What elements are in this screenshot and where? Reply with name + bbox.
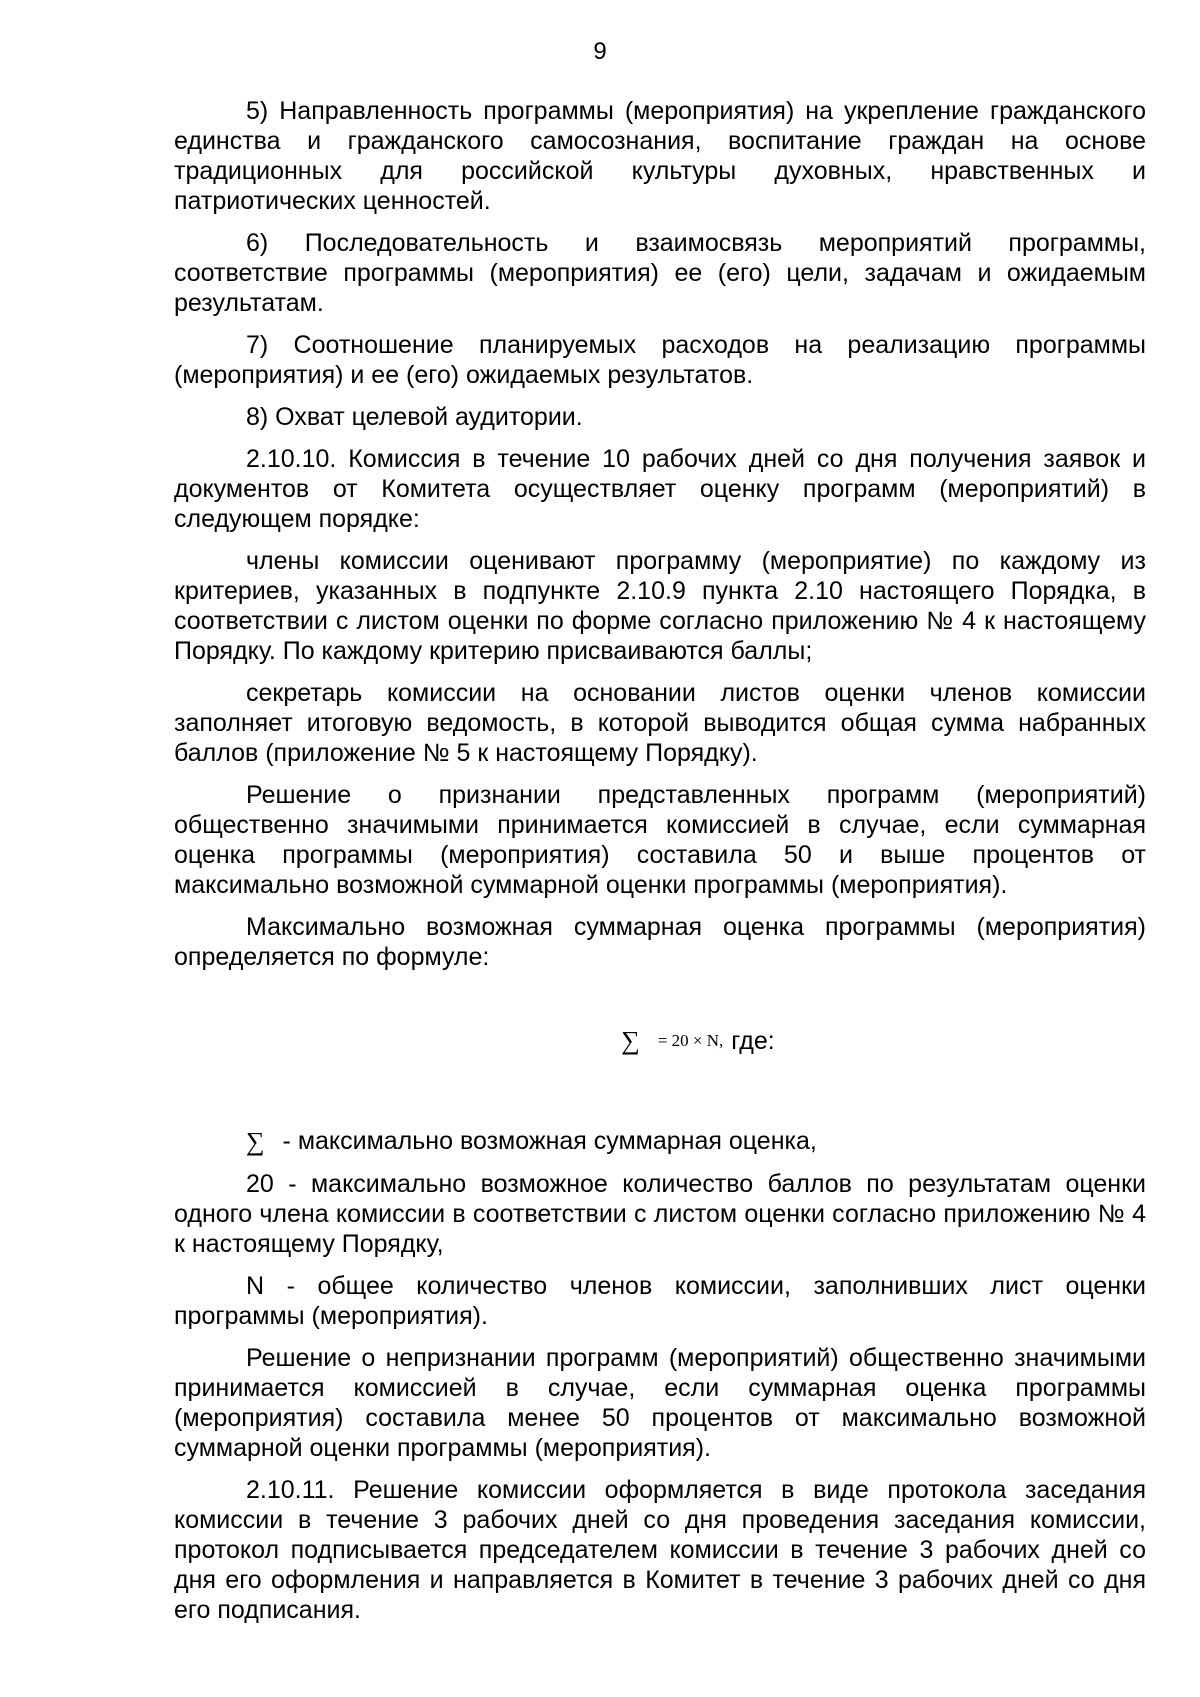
page-number: 9 xyxy=(593,38,607,65)
paragraph-recognition-decision: Решение о признании представленных программ (мероприятий) общественно значимыми принимается комиссией в случае, если суммарная оценка программы (мероприятия) составила 50 и выше процентов от максимально возможной суммарной оценки программы (мероприятия). xyxy=(174,781,1146,899)
paragraph-members-evaluate: члены комиссии оценивают программу (мероприятие) по каждому из критериев, указанных в подпункте 2.10.9 пункта 2.10 настоящего Порядка, в соответствии с листом оценки по форме согласно приложению № 4 к настоящему Порядку. По каждому критерию присваиваются баллы; xyxy=(174,547,1146,665)
formula-where: где: xyxy=(731,1026,775,1055)
sigma-symbol: ∑ xyxy=(246,1127,265,1157)
sigma-definition-text: - максимально возможная суммарная оценка, xyxy=(282,1127,817,1155)
paragraph-2-10-11: 2.10.11. Решение комиссии оформляется в виде протокола заседания комиссии в течение 3 рабочих дней со дня проведения заседания комиссии, протокол подписывается председателем комиссии в течение 3 рабочих дней со дня его оформления и направляется в Комитет в течение 3 рабочих дней со дня его подписания. xyxy=(174,1476,1146,1625)
paragraph-criterion-6: 6) Последовательность и взаимосвязь мероприятий программы, соответствие программы (мероприятия) ее (его) цели, задачам и ожидаемым результатам. xyxy=(174,229,1146,317)
document-body xyxy=(174,96,1146,1637)
paragraph-non-recognition-decision: Решение о непризнании программ (мероприятий) общественно значимыми принимается комиссией в случае, если суммарная оценка программы (мероприятия) составила менее 50 процентов от максимально возможной суммарной оценки программы (мероприятия). xyxy=(174,1344,1146,1463)
paragraph-criterion-5: 5) Направленность программы (мероприятия) на укрепление гражданского единства и гражданского самосознания, воспитание граждан на основе традиционных для российской культуры духовных, нравственных и патриотических ценностей. xyxy=(174,97,1146,215)
formula xyxy=(174,1026,1146,1074)
paragraph-max-score-intro: Максимально возможная суммарная оценка программы (мероприятия) определяется по формуле: xyxy=(174,913,1146,971)
paragraph-n-definition: N - общее количество членов комиссии, заполнивших лист оценки программы (мероприятия). xyxy=(174,1272,1146,1331)
paragraph-criterion-7: 7) Соотношение планируемых расходов на реализацию программы (мероприятия) и ее (его) ожидаемых результатов. xyxy=(174,331,1146,389)
paragraph-criterion-8: 8) Охват целевой аудитории. xyxy=(246,403,583,431)
paragraph-secretary: секретарь комиссии на основании листов оценки членов комиссии заполняет итоговую ведомость, в которой выводится общая сумма набранных баллов (приложение № 5 к настоящему Порядку). xyxy=(174,679,1146,767)
sigma-symbol: ∑ xyxy=(621,1026,640,1055)
paragraph-2-10-10: 2.10.10. Комиссия в течение 10 рабочих дней со дня получения заявок и документов от Комитета осуществляет оценку программ (мероприятий) в следующем порядке: xyxy=(174,445,1146,533)
sigma-definition xyxy=(174,1126,1146,1157)
paragraph-20-definition: 20 - максимально возможное количество баллов по результатам оценки одного члена комиссии в соответствии с листом оценки согласно приложению № 4 к настоящему Порядку, xyxy=(174,1170,1146,1259)
formula-expression: = 20 × N, xyxy=(657,1031,724,1050)
